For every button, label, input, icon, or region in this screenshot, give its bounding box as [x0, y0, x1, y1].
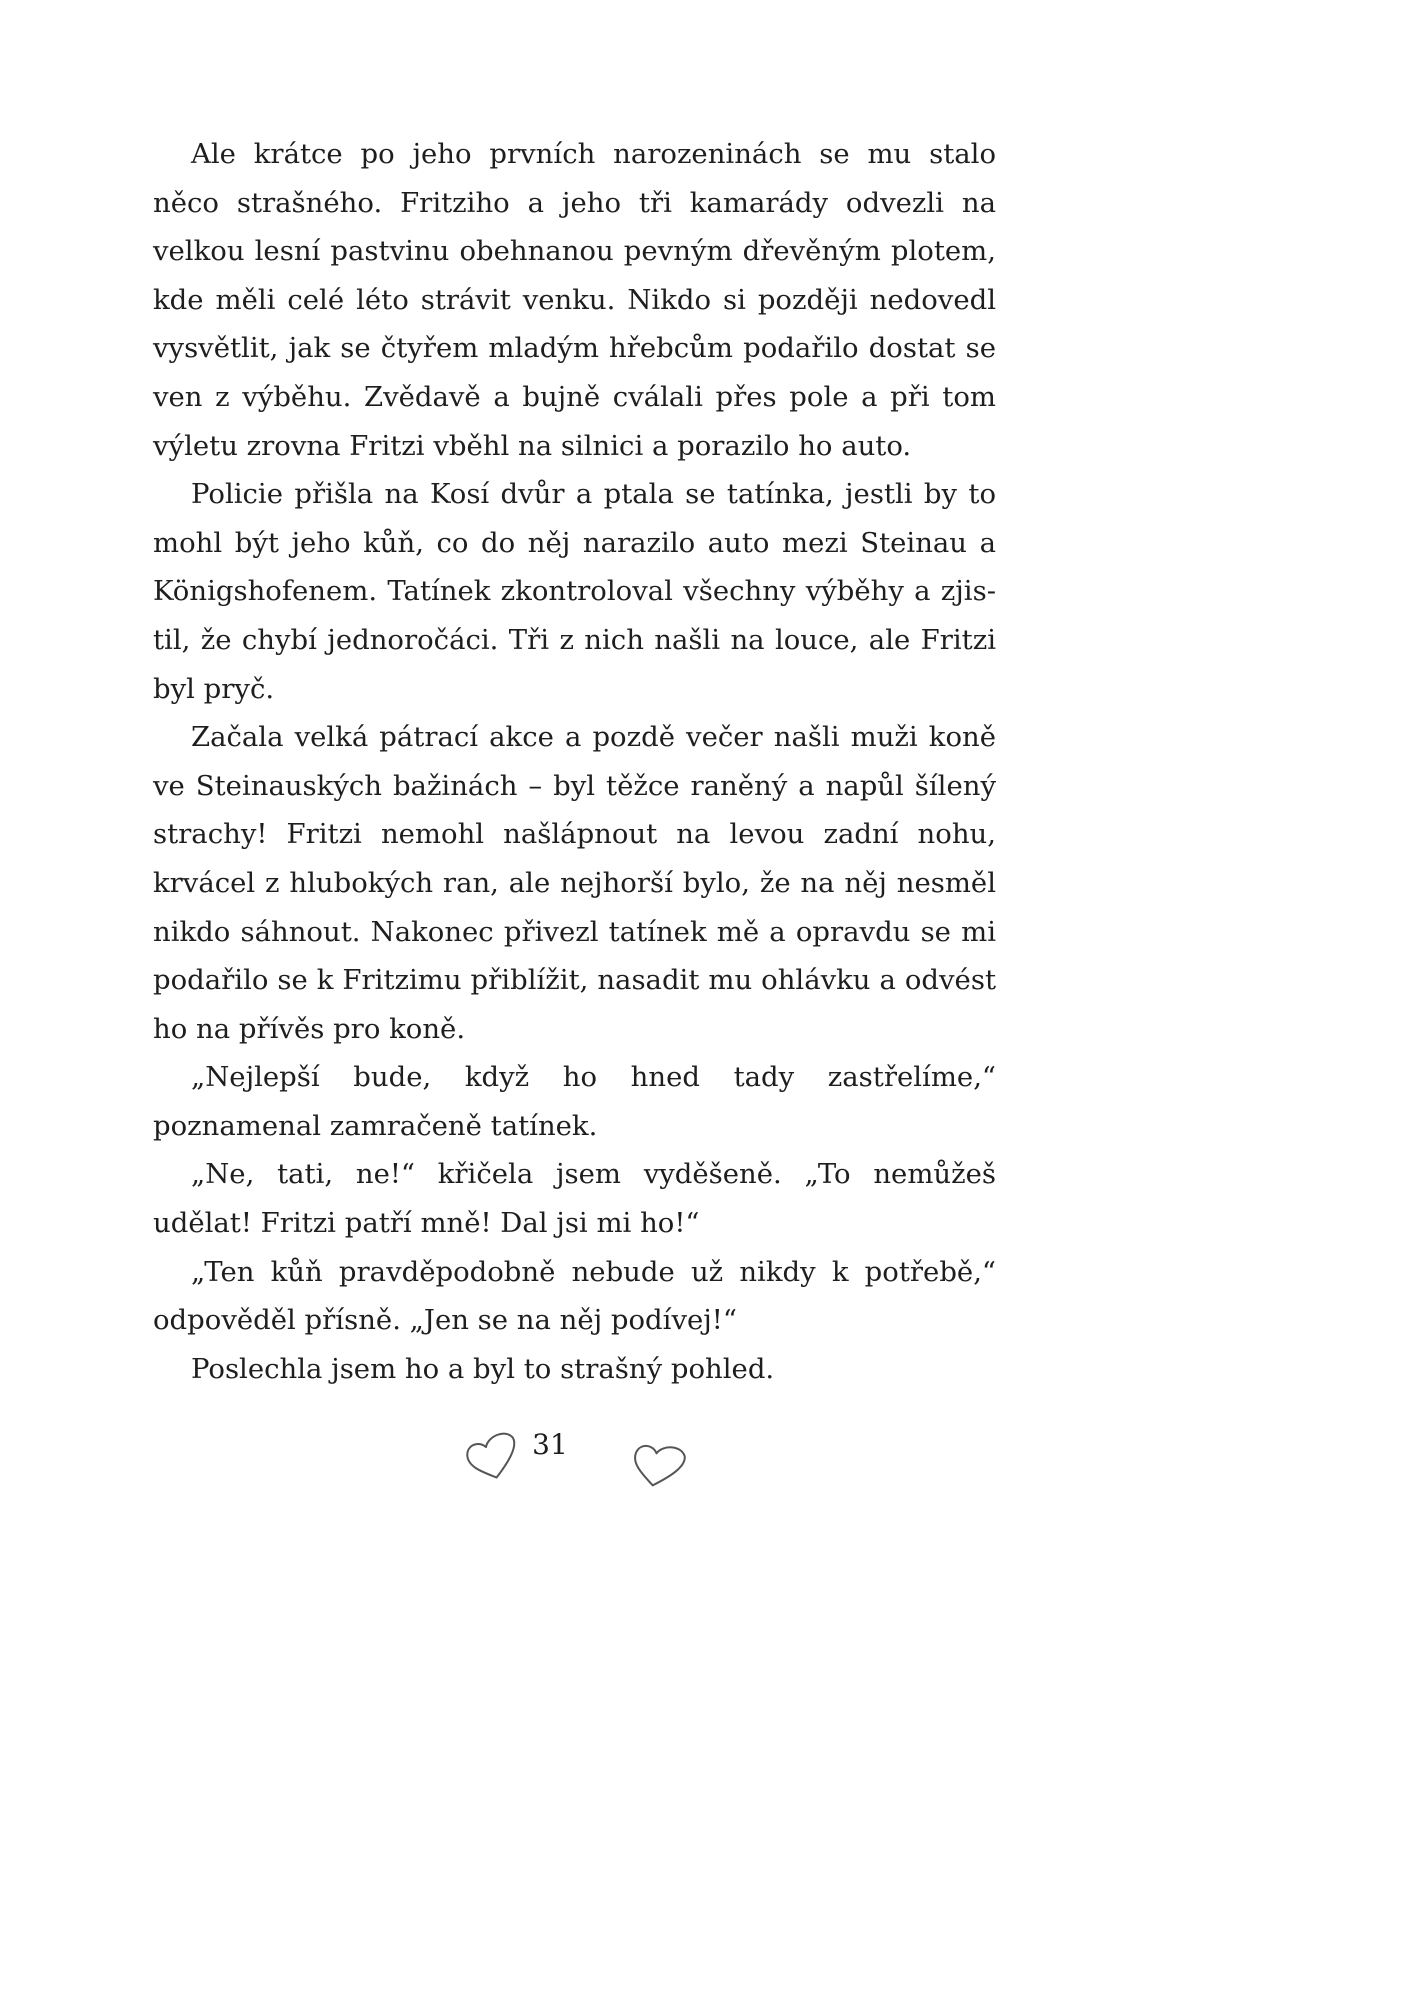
- paragraph-4: „Nejlepší bude, když ho hned tady zastřelíme,“ poznamenal zamračeně tatínek.: [153, 1061, 996, 1142]
- paragraph-1: Ale krátce po jeho prvních narozeninách se mu stalo něco strašného. Fritziho a jeho tři kamarády odvezli na velkou lesní pastvinu obehnanou pevným dřevěným plotem, kde měli celé léto strávit venku. Nikdo si později nedovedl vysvětlit, jak se čtyřem mladým hřebcům podařilo dostat se ven z výběhu. Zvědavě a bujně cválali přes pole a při tom výletu zrovna Fritzi vběhl na silnici a porazilo ho auto.: [153, 138, 996, 462]
- page-footer: [0, 1420, 1100, 1490]
- page-number: 31: [532, 1428, 568, 1461]
- heart-outline-icon: [628, 1434, 688, 1494]
- paragraph-2: Policie přišla na Kosí dvůr a ptala se tatínka, jestli by to mohl být jeho kůň, co do něj narazilo auto mezi Steinau a Königshofenem. Tatínek zkontroloval všechny výběhy a zjistil, že chybí jednoročáci. Tři z nich našli na louce, ale Fritzi byl pryč.: [153, 478, 996, 705]
- body-text: [153, 130, 996, 1393]
- paragraph-5: „Ne, tati, ne!“ křičela jsem vyděšeně. „To nemůžeš udělat! Fritzi patří mně! Dal jsi mi ho!“: [153, 1158, 996, 1240]
- paragraph-6: „Ten kůň pravděpodobně nebude už nikdy k potřebě,“ odpověděl přísně. „Jen se na něj podívej!“: [153, 1255, 996, 1337]
- paragraph-7: Poslechla jsem ho a byl to strašný pohled.: [191, 1352, 775, 1385]
- paragraph-3: Začala velká pátrací akce a pozdě večer našli muži koně ve Steinauských bažinách – byl těžce raněný a napůl šílený strachy! Fritzi nemohl našlápnout na levou zadní nohu, krvácel z hlubokých ran, ale nejhorší bylo, že na něj nesměl nikdo sáhnout. Nakonec přivezl tatínek mě a opravdu se mi podařilo se k Fritzimu přiblížit, nasadit mu ohlávku a odvést ho na přívěs pro koně.: [153, 721, 996, 1045]
